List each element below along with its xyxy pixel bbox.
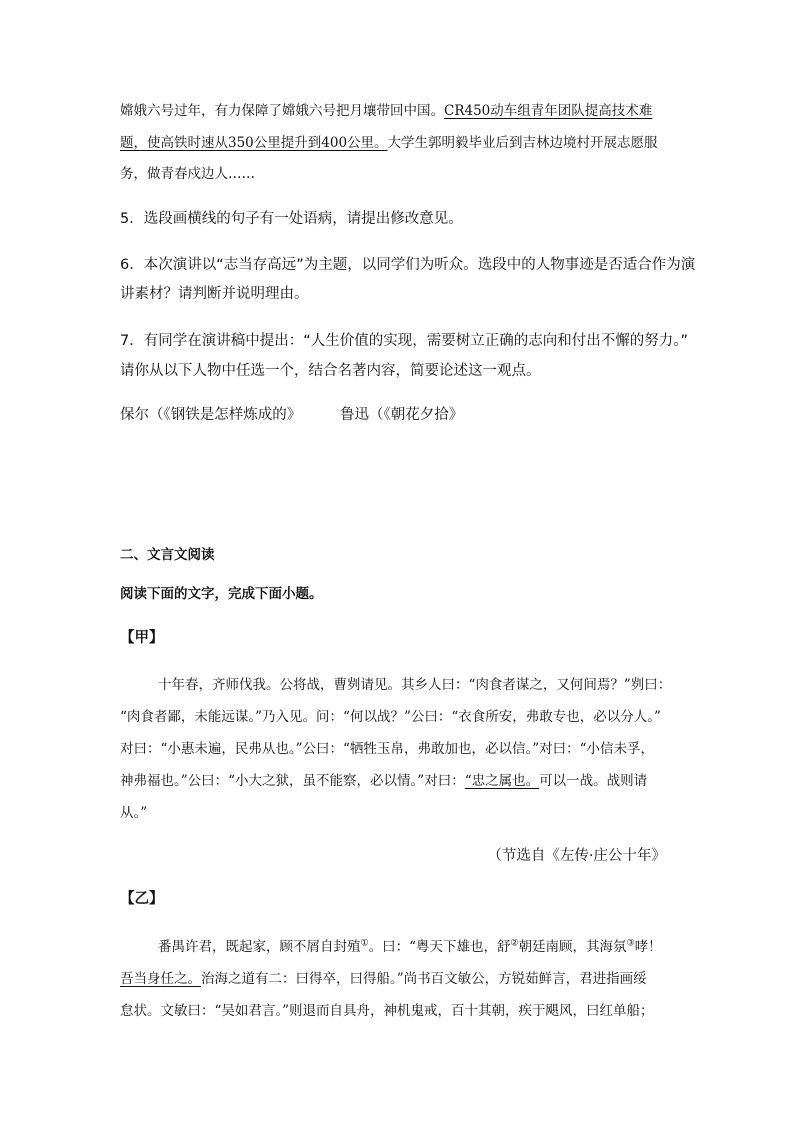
passage-text: 番禺许君，既起家，顾不屑自封殖 — [158, 939, 361, 955]
jia-line-3: 对曰：“小惠未遍，民弗从也。”公曰：“牺牲玉帛，弗敢加也，必以信。”对曰：“小信未孚， — [120, 741, 655, 757]
option-b: 鲁迅（《朝花夕拾》 — [340, 407, 464, 423]
question-6-line-2: 讲素材？请判断并说明理由。 — [120, 286, 309, 302]
jia-line-1: 十年春，齐师伐我。公将战，曹刿请见。其乡人曰：“肉食者谋之，又何间焉？”刿曰： — [158, 677, 672, 693]
yi-line-3: 怠状。文敏曰：“吴如君言。”则退而自具舟，神机鬼戒，百十其朝，疾于飓风，曰红单船； — [120, 1003, 654, 1019]
question-5: 5．选段画横线的句子有一处语病，请提出修改意见。 — [120, 211, 463, 227]
passage-text: 。曰：“粤天下雄也，舒 — [368, 939, 511, 955]
passage-label-jia: 【甲】 — [120, 630, 164, 646]
underlined-sentence: “忠之属也。 — [464, 773, 540, 789]
jia-line-2: “肉食者鄙，未能远谋。”乃入见。问：“何以战？”公曰：“衣食所安，弗敢专也，必以分人。” — [120, 709, 661, 725]
footnote-marker: ③ — [626, 938, 635, 949]
question-7-line-1: 7．有同学在演讲稿中提出：“人生价值的实现，需要树立正确的志向和付出不懈的努力。” — [120, 333, 688, 349]
section-instruction: 阅读下面的文字，完成下面小题。 — [120, 586, 323, 602]
yi-line-1 — [158, 937, 662, 957]
section-heading: 二、文言文阅读 — [120, 547, 215, 563]
yi-line-2 — [120, 969, 647, 989]
footnote-marker: ① — [360, 938, 369, 949]
passage-label-yi: 【乙】 — [120, 891, 164, 907]
footnote-marker: ② — [510, 938, 519, 949]
jia-source: （节选自《左传·庄公十年》 — [487, 848, 666, 864]
underlined-sentence: CR450动车组青年团队提高技术难 — [444, 103, 653, 119]
passage-text: 神弗福也。”公曰：“小大之狱，虽不能察，必以情。”对曰： — [120, 773, 465, 789]
passage-line-1 — [120, 101, 652, 121]
passage-text: 嫦娥六号过年，有力保障了嫦娥六号把月壤带回中国。 — [120, 103, 444, 119]
passage-text: 大学生郭明毅毕业后到吉林边境村开展志愿服 — [387, 135, 658, 151]
passage-text: 朝廷南顾，其海氛 — [518, 939, 627, 955]
underlined-sentence: 题，使高铁时速从350公里提升到400公里。 — [120, 135, 388, 151]
passage-text: 治海之道有二：曰得卒，曰得船。”尚书百文敏公，方锐茹鲜言，君进指画绥 — [201, 971, 647, 987]
passage-line-2 — [120, 133, 658, 153]
passage-line-3: 务，做青春戍边人…… — [120, 166, 255, 182]
jia-line-5: 从。” — [120, 805, 148, 821]
underlined-sentence: 吾当身任之。 — [120, 971, 201, 987]
question-7-line-2: 请你从以下人物中任选一个，结合名著内容，简要论述这一观点。 — [120, 363, 541, 379]
passage-text: 哮！ — [634, 939, 662, 955]
passage-text: 可以一战。战则请 — [539, 773, 648, 789]
option-a: 保尔（《钢铁是怎样炼成的》 — [120, 407, 302, 423]
jia-line-4 — [120, 771, 647, 791]
question-6-line-1: 6．本次演讲以“志当存高远”为主题，以同学们为听众。选段中的人物事迹是否适合作为演 — [120, 257, 696, 273]
